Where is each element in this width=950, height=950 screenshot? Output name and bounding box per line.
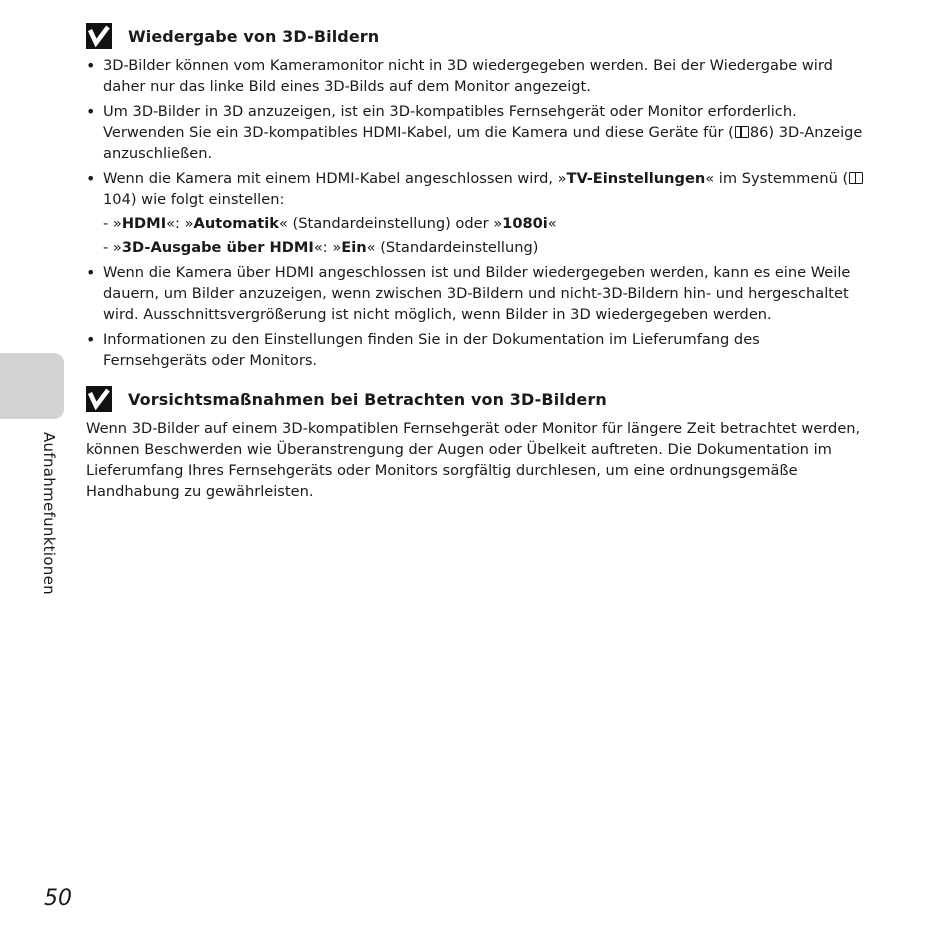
bullet-item: • 3D-Bilder können vom Kameramonitor nicht in 3D wiedergegeben werden. Bei der Wiedergabe wird daher nur das linke Bild eines 3D-Bilds auf dem Monitor angezeigt. xyxy=(86,55,866,97)
setting-line-hdmi: - »HDMI«: »Automatik« (Standardeinstellung) oder »1080i« xyxy=(103,215,557,232)
book-reference-icon xyxy=(735,126,749,138)
check-note-icon xyxy=(86,23,112,49)
section-title-1: Wiedergabe von 3D-Bildern xyxy=(128,26,380,46)
section-heading-2 xyxy=(86,385,866,413)
chapter-label: Aufnahmefunktionen xyxy=(40,432,58,595)
bullet-item: • Wenn die Kamera über HDMI angeschlossen ist und Bilder wiedergegeben werden, kann es eine Weile dauern, um Bilder anzuzeigen, wenn zwischen 3D-Bildern und nicht-3D-Bildern hin- und hergeschaltet wird. Ausschnittsvergrößerung ist nicht möglich, wenn Bilder in 3D wiedergegeben werden. xyxy=(86,262,866,325)
chapter-tab xyxy=(0,353,64,419)
check-note-icon xyxy=(86,386,112,412)
section-title-2: Vorsichtsmaßnahmen bei Betrachten von 3D-Bildern xyxy=(128,389,607,409)
section-2-body: Wenn 3D-Bilder auf einem 3D-kompatiblen Fernsehgerät oder Monitor für längere Zeit betrachtet werden, können Beschwerden wie Überanstrengung der Augen oder Übelkeit auftreten. Die Dokumentation im Lieferumfang Ihres Fernsehgeräts oder Monitors sorgfältig durchlesen, um eine ordnungsgemäße Handhabung zu gewährleisten. xyxy=(86,420,861,500)
setting-line-3d-output: - »3D-Ausgabe über HDMI«: »Ein« (Standardeinstellung) xyxy=(103,239,539,256)
bullet-item: • Um 3D-Bilder in 3D anzuzeigen, ist ein 3D-kompatibles Fernsehgerät oder Monitor erforderlich. Verwenden Sie ein 3D-kompatibles HDMI-Kabel, um die Kamera und diese Geräte für ( 86) 3D-Anzeige anzuschließen. xyxy=(86,101,866,164)
page-number: 50 xyxy=(44,886,72,911)
bullet-item: • Informationen zu den Einstellungen finden Sie in der Dokumentation im Lieferumfang des Fernsehgeräts oder Monitors. xyxy=(86,329,866,371)
section-heading-1 xyxy=(86,22,866,50)
book-reference-icon xyxy=(849,172,863,184)
bullet-item: • Wenn die Kamera mit einem HDMI-Kabel angeschlossen wird, »TV-Einstellungen« im Systemmenü (104) wie folgt einstellen: - »HDMI«: »Automatik« (Standardeinstellung) oder »1080i« - »3D-Ausgabe über HDMI«: »Ein« (Standardeinstellung) xyxy=(86,168,866,258)
bullet-list-1 xyxy=(86,55,866,371)
page-content xyxy=(86,22,866,502)
